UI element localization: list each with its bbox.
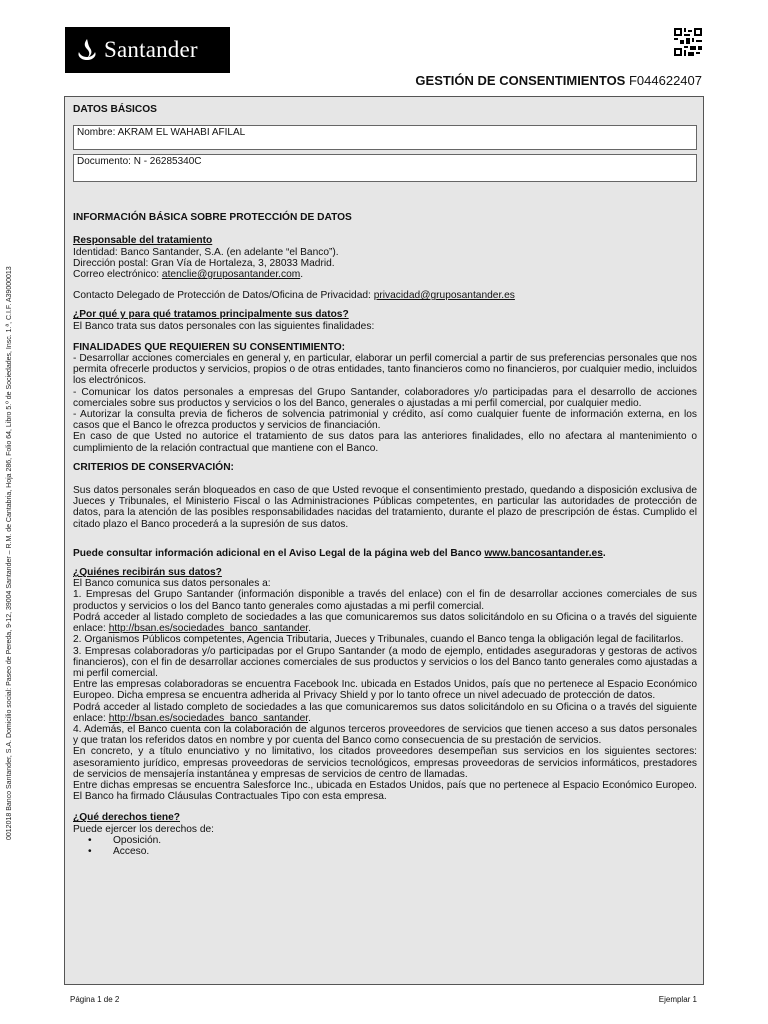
q1-link[interactable]: http://bsan.es/sociedades_banco_santander: [108, 623, 309, 635]
quienes-heading: ¿Quiénes recibirán sus datos?: [73, 567, 222, 579]
quienes-item-4-sectores: En concreto, y a título enunciativo y no limitativo, los citados proveedores desempeñan sus servicios en los siguientes sectores: asesoramiento jurídico, empresas proveedoras de servicios tecnológicos, empresas proveedoras de servicios informáticos, prestadores de servicios de mensajería instantánea y empresas de servicios de centro de llamadas.: [73, 746, 697, 780]
aviso-line: [73, 548, 697, 559]
documento-field: Documento: N - 26285340C: [73, 154, 697, 182]
q3-link[interactable]: http://bsan.es/sociedades_banco_santander: [108, 712, 309, 724]
quienes-item-4: 4. Además, el Banco cuenta con la colaboración de algunos terceros proveedores de servicios que tienen acceso a sus datos personales y que tratan los referidos datos en nombre y por cuenta del Banco como consecuencia de su prestación de servicios.: [73, 723, 697, 747]
title-bold: GESTIÓN DE CONSENTIMIENTOS: [415, 73, 626, 88]
nombre-field: Nombre: AKRAM EL WAHABI AFILAL: [73, 125, 697, 150]
datos-basicos-heading: DATOS BÁSICOS: [73, 104, 157, 115]
derechos-intro: Puede ejercer los derechos de:: [73, 823, 215, 835]
qr-code-icon: [674, 28, 702, 56]
quienes-item-1: 1. Empresas del Grupo Santander (información disponible a través del enlace) con el fin de desarrollar acciones comerciales de sus productos y servicios o los del Banco tanto generales como ajustadas a mi perfil comercial.: [73, 589, 697, 612]
aviso-text: Puede consultar información adicional en el Aviso Legal de la página web del Banco: [73, 547, 485, 559]
derechos-heading: ¿Qué derechos tiene?: [73, 812, 180, 824]
content-panel: [64, 96, 704, 985]
finalidades-heading: FINALIDADES QUE REQUIEREN SU CONSENTIMIENTO:: [73, 341, 346, 353]
responsable-direccion: Dirección postal: Gran Vía de Hortaleza, 3, 28033 Madrid.: [73, 257, 335, 269]
contacto-line: [73, 290, 697, 301]
q3-end: .: [308, 712, 311, 724]
derecho-item: • Oposición.: [73, 835, 697, 846]
legal-side-text: 0012018 Banco Santander, S.A. Domicilio social: Paseo de Pereda, 9-12, 39004 Santander – R.M. de Cantabria, Hoja 286, Folio 64, Libro 5.º de Sociedades, Insc. 1.ª, C.I.F. A39000013: [6, 266, 13, 840]
porque-heading: ¿Por qué y para qué tratamos principalmente sus datos?: [73, 309, 349, 321]
page-number: Página 1 de 2: [70, 995, 120, 1004]
correo-line: [73, 269, 697, 280]
finalidad-3: - Autorizar la consulta previa de ficheros de solvencia patrimonial y crédito, así como cualquier fuente de información externa, en los casos que el Banco le ofrezca productos y servicios de financiación.: [73, 409, 697, 432]
correo-label: Correo electrónico:: [73, 269, 162, 281]
q1-end: .: [308, 623, 311, 635]
flame-icon: [76, 38, 98, 62]
info-heading: INFORMACIÓN BÁSICA SOBRE PROTECCIÓN DE DATOS: [73, 212, 352, 224]
content-body: [73, 104, 697, 857]
finalidad-note: En caso de que Usted no autorice el tratamiento de sus datos para las anteriores finalidades, ello no afectara al mantenimiento o cumplimiento de la relación contractual que mantiene con el Banco.: [73, 431, 697, 454]
document-title: [415, 73, 702, 88]
title-code: F044622407: [628, 73, 702, 88]
quienes-item-2: 2. Organismos Públicos competentes, Agencia Tributaria, Jueces y Tribunales, cuando el Banco tenga la obligación legal de facilitarlos.: [73, 634, 684, 646]
quienes-item-3-facebook: Entre las empresas colaboradoras se encuentra Facebook Inc. ubicada en Estados Unidos, país que no pertenece al Espacio Económico Europeo. Dicha empresa se encuentra adherida al Privacy Shield y por lo tanto ofrece un nivel adecuado de protección de datos.: [73, 679, 697, 702]
derecho-item: • Acceso.: [73, 846, 697, 857]
quienes-item-3-enlace: [73, 702, 697, 724]
correo-end: .: [300, 269, 304, 281]
copy-label: Ejemplar 1: [658, 995, 697, 1004]
responsable-heading: Responsable del tratamiento: [73, 235, 213, 247]
porque-text: El Banco trata sus datos personales con las siguientes finalidades:: [73, 320, 375, 332]
quienes-item-3: 3. Empresas colaboradoras y/o participadas por el Grupo Santander (a modo de ejemplo, entidades aseguradoras y gestoras de activos financieros), con el fin de desarrollar acciones comerciales de sus productos y servicios o los del Banco tanto generales como ajustadas a mi perfil comercial.: [73, 645, 697, 679]
santander-logo: [65, 27, 230, 73]
correo-email-link[interactable]: atenclie@gruposantander.com: [161, 269, 301, 281]
finalidad-2: - Comunicar los datos personales a empresas del Grupo Santander, colaboradores y/o participadas para el desarrollo de acciones comerciales sobre sus productos y servicios o los del Banco, generales o ajustadas a mi perfil comercial, por cualquier medio.: [73, 386, 697, 409]
finalidad-1: - Desarrollar acciones comerciales en general y, en particular, elaborar un perfil comercial a partir de sus preferencias personales que nos permita ofrecerle productos y servicios, propios o de otras entidades, tanto financieros como no financieros, por cualquier medio, incluidos los electrónicos.: [73, 353, 697, 387]
responsable-identidad: Identidad: Banco Santander, S.A. (en adelante “el Banco”).: [73, 246, 339, 258]
brand-name: Santander: [104, 37, 198, 62]
aviso-end: .: [602, 547, 606, 559]
q3-text: Podrá acceder al listado completo de sociedades a las que comunicaremos sus datos solicitándolo en su Oficina o a través del siguiente enlace:: [73, 701, 697, 724]
criterios-text: Sus datos personales serán bloqueados en caso de que Usted revoque el consentimiento prestado, quedando a disposición exclusiva de Jueces y Tribunales, el Ministerio Fiscal o las Administraciones Públicas competentes, en particular las autoridades de protección de datos, para la atención de las posibles responsabilidades nacidas del tratamiento, durante el plazo de prescripción de éstas. Cumplido el citado plazo el Banco procederá a la supresión de sus datos.: [73, 485, 697, 530]
contacto-label: Contacto Delegado de Protección de Datos/Oficina de Privacidad:: [73, 290, 374, 302]
contacto-email-link[interactable]: privacidad@gruposantander.es: [373, 290, 515, 302]
quienes-item-4-salesforce: Entre dichas empresas se encuentra Salesforce Inc., ubicada en Estados Unidos, país que no pertenece al Espacio Económico Europeo. El Banco ha firmado Cláusulas Contractuales Tipo con esta empresa.: [73, 779, 697, 803]
aviso-link[interactable]: www.bancosantander.es: [484, 547, 603, 559]
quienes-item-1-enlace: [73, 612, 697, 634]
q1-text: Podrá acceder al listado completo de sociedades a las que comunicaremos sus datos solicitándolo en su Oficina o a través del siguiente enlace:: [73, 611, 697, 635]
criterios-heading: CRITERIOS DE CONSERVACIÓN:: [73, 461, 234, 473]
quienes-intro: El Banco comunica sus datos personales a:: [73, 578, 271, 590]
